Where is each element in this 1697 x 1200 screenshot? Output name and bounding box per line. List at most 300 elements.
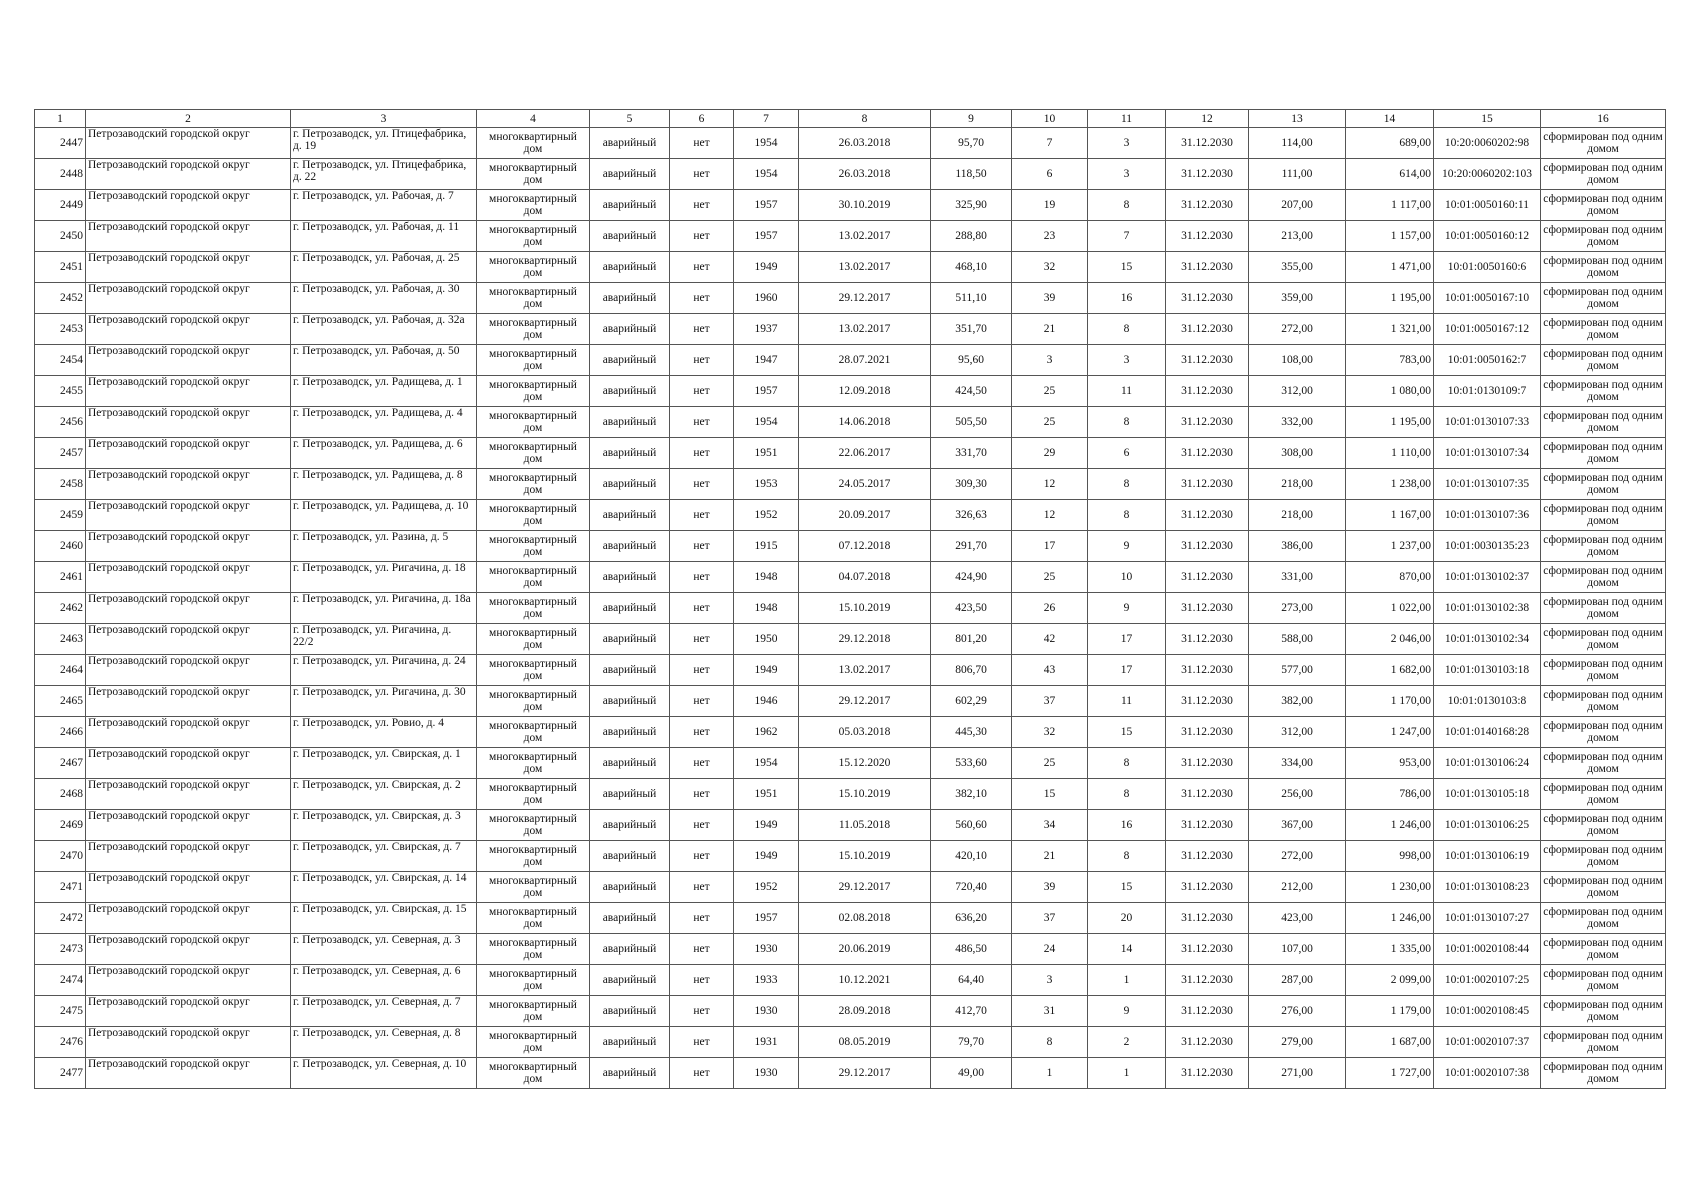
cell-recognition-date: 07.12.2018 bbox=[799, 531, 931, 562]
cell-condition: аварийный bbox=[590, 314, 670, 345]
cell-condition: аварийный bbox=[590, 376, 670, 407]
cell-building-type: многоквартирный дом bbox=[477, 934, 590, 965]
cell-value-b: 1 246,00 bbox=[1346, 810, 1434, 841]
cell-residents-count: 25 bbox=[1012, 407, 1088, 438]
cell-municipality: Петрозаводский городской округ bbox=[86, 717, 291, 748]
cell-residents-count: 25 bbox=[1012, 562, 1088, 593]
cell-relocation-deadline: 31.12.2030 bbox=[1166, 841, 1249, 872]
cell-year-built: 1951 bbox=[734, 438, 799, 469]
cell-value-b: 1 179,00 bbox=[1346, 996, 1434, 1027]
cell-year-built: 1949 bbox=[734, 655, 799, 686]
cell-relocation-deadline: 31.12.2030 bbox=[1166, 438, 1249, 469]
cell-value-a: 213,00 bbox=[1249, 221, 1346, 252]
table-row bbox=[35, 841, 1666, 872]
cell-year-built: 1952 bbox=[734, 872, 799, 903]
cell-residents-count: 25 bbox=[1012, 748, 1088, 779]
cell-value-b: 786,00 bbox=[1346, 779, 1434, 810]
cell-area: 382,10 bbox=[931, 779, 1012, 810]
cell-condition: аварийный bbox=[590, 345, 670, 376]
cell-land-plot-note: сформирован под одним домом bbox=[1541, 469, 1666, 500]
cell-building-type: многоквартирный дом bbox=[477, 779, 590, 810]
cell-area: 486,50 bbox=[931, 934, 1012, 965]
cell-apartments-count: 10 bbox=[1088, 562, 1166, 593]
cell-cadastral-number: 10:01:0050160:11 bbox=[1434, 190, 1541, 221]
cell-value-a: 207,00 bbox=[1249, 190, 1346, 221]
cell-value-a: 308,00 bbox=[1249, 438, 1346, 469]
cell-land-plot-note: сформирован под одним домом bbox=[1541, 252, 1666, 283]
table-row bbox=[35, 686, 1666, 717]
cell-value-b: 1 471,00 bbox=[1346, 252, 1434, 283]
cell-value-b: 1 247,00 bbox=[1346, 717, 1434, 748]
cell-apartments-count: 1 bbox=[1088, 965, 1166, 996]
cell-value-b: 953,00 bbox=[1346, 748, 1434, 779]
cell-value-a: 271,00 bbox=[1249, 1058, 1346, 1089]
cell-year-built: 1949 bbox=[734, 841, 799, 872]
cell-cadastral-number: 10:01:0130106:24 bbox=[1434, 748, 1541, 779]
cell-year-built: 1960 bbox=[734, 283, 799, 314]
cell-area: 325,90 bbox=[931, 190, 1012, 221]
cell-address: г. Петрозаводск, ул. Ровио, д. 4 bbox=[291, 717, 477, 748]
cell-apartments-count: 16 bbox=[1088, 810, 1166, 841]
cell-address: г. Петрозаводск, ул. Птицефабрика, д. 19 bbox=[291, 128, 477, 159]
cell-recognition-date: 26.03.2018 bbox=[799, 128, 931, 159]
cell-condition: аварийный bbox=[590, 407, 670, 438]
cell-value-b: 689,00 bbox=[1346, 128, 1434, 159]
cell-relocation-deadline: 31.12.2030 bbox=[1166, 128, 1249, 159]
column-header-2: 2 bbox=[86, 110, 291, 128]
cell-status-flag: нет bbox=[670, 810, 734, 841]
cell-year-built: 1957 bbox=[734, 903, 799, 934]
cell-row-number: 2470 bbox=[35, 841, 86, 872]
cell-area: 423,50 bbox=[931, 593, 1012, 624]
cell-value-a: 218,00 bbox=[1249, 500, 1346, 531]
cell-year-built: 1930 bbox=[734, 1058, 799, 1089]
cell-building-type: многоквартирный дом bbox=[477, 314, 590, 345]
cell-recognition-date: 12.09.2018 bbox=[799, 376, 931, 407]
cell-row-number: 2455 bbox=[35, 376, 86, 407]
cell-building-type: многоквартирный дом bbox=[477, 1027, 590, 1058]
cell-cadastral-number: 10:01:0130103:8 bbox=[1434, 686, 1541, 717]
cell-building-type: многоквартирный дом bbox=[477, 221, 590, 252]
cell-building-type: многоквартирный дом bbox=[477, 593, 590, 624]
cell-value-b: 1 170,00 bbox=[1346, 686, 1434, 717]
column-header-4: 4 bbox=[477, 110, 590, 128]
cell-residents-count: 21 bbox=[1012, 841, 1088, 872]
cell-value-b: 1 321,00 bbox=[1346, 314, 1434, 345]
cell-cadastral-number: 10:01:0130103:18 bbox=[1434, 655, 1541, 686]
cell-year-built: 1947 bbox=[734, 345, 799, 376]
cell-cadastral-number: 10:01:0130107:36 bbox=[1434, 500, 1541, 531]
cell-municipality: Петрозаводский городской округ bbox=[86, 128, 291, 159]
column-header-3: 3 bbox=[291, 110, 477, 128]
cell-condition: аварийный bbox=[590, 438, 670, 469]
cell-land-plot-note: сформирован под одним домом bbox=[1541, 748, 1666, 779]
cell-relocation-deadline: 31.12.2030 bbox=[1166, 748, 1249, 779]
cell-relocation-deadline: 31.12.2030 bbox=[1166, 1058, 1249, 1089]
cell-apartments-count: 1 bbox=[1088, 1058, 1166, 1089]
cell-condition: аварийный bbox=[590, 562, 670, 593]
cell-building-type: многоквартирный дом bbox=[477, 965, 590, 996]
cell-municipality: Петрозаводский городской округ bbox=[86, 283, 291, 314]
cell-apartments-count: 11 bbox=[1088, 686, 1166, 717]
column-header-11: 11 bbox=[1088, 110, 1166, 128]
cell-value-a: 423,00 bbox=[1249, 903, 1346, 934]
cell-status-flag: нет bbox=[670, 624, 734, 655]
cell-condition: аварийный bbox=[590, 469, 670, 500]
cell-cadastral-number: 10:01:0020108:45 bbox=[1434, 996, 1541, 1027]
cell-condition: аварийный bbox=[590, 748, 670, 779]
cell-value-b: 1 110,00 bbox=[1346, 438, 1434, 469]
cell-row-number: 2468 bbox=[35, 779, 86, 810]
cell-area: 331,70 bbox=[931, 438, 1012, 469]
cell-status-flag: нет bbox=[670, 1058, 734, 1089]
cell-value-a: 331,00 bbox=[1249, 562, 1346, 593]
cell-municipality: Петрозаводский городской округ bbox=[86, 1027, 291, 1058]
table-row bbox=[35, 872, 1666, 903]
cell-building-type: многоквартирный дом bbox=[477, 531, 590, 562]
cell-year-built: 1915 bbox=[734, 531, 799, 562]
cell-residents-count: 39 bbox=[1012, 283, 1088, 314]
cell-value-a: 272,00 bbox=[1249, 314, 1346, 345]
table-row bbox=[35, 655, 1666, 686]
cell-recognition-date: 29.12.2018 bbox=[799, 624, 931, 655]
cell-address: г. Петрозаводск, ул. Ригачина, д. 18 bbox=[291, 562, 477, 593]
cell-residents-count: 42 bbox=[1012, 624, 1088, 655]
cell-cadastral-number: 10:01:0050167:12 bbox=[1434, 314, 1541, 345]
cell-building-type: многоквартирный дом bbox=[477, 1058, 590, 1089]
cell-value-b: 998,00 bbox=[1346, 841, 1434, 872]
cell-relocation-deadline: 31.12.2030 bbox=[1166, 252, 1249, 283]
cell-address: г. Петрозаводск, ул. Северная, д. 7 bbox=[291, 996, 477, 1027]
cell-row-number: 2465 bbox=[35, 686, 86, 717]
cell-apartments-count: 3 bbox=[1088, 128, 1166, 159]
cell-municipality: Петрозаводский городской округ bbox=[86, 531, 291, 562]
cell-building-type: многоквартирный дом bbox=[477, 252, 590, 283]
cell-area: 95,60 bbox=[931, 345, 1012, 376]
table-row bbox=[35, 810, 1666, 841]
cell-status-flag: нет bbox=[670, 190, 734, 221]
cell-address: г. Петрозаводск, ул. Северная, д. 3 bbox=[291, 934, 477, 965]
cell-value-b: 1 246,00 bbox=[1346, 903, 1434, 934]
cell-residents-count: 29 bbox=[1012, 438, 1088, 469]
cell-cadastral-number: 10:01:0130108:23 bbox=[1434, 872, 1541, 903]
cell-relocation-deadline: 31.12.2030 bbox=[1166, 531, 1249, 562]
cell-address: г. Петрозаводск, ул. Птицефабрика, д. 22 bbox=[291, 159, 477, 190]
cell-relocation-deadline: 31.12.2030 bbox=[1166, 1027, 1249, 1058]
cell-condition: аварийный bbox=[590, 283, 670, 314]
cell-recognition-date: 15.10.2019 bbox=[799, 593, 931, 624]
cell-address: г. Петрозаводск, ул. Свирская, д. 1 bbox=[291, 748, 477, 779]
cell-apartments-count: 8 bbox=[1088, 500, 1166, 531]
cell-building-type: многоквартирный дом bbox=[477, 438, 590, 469]
table-row bbox=[35, 996, 1666, 1027]
table-row bbox=[35, 1058, 1666, 1089]
cell-municipality: Петрозаводский городской округ bbox=[86, 934, 291, 965]
cell-apartments-count: 9 bbox=[1088, 593, 1166, 624]
cell-relocation-deadline: 31.12.2030 bbox=[1166, 779, 1249, 810]
cell-apartments-count: 8 bbox=[1088, 841, 1166, 872]
cell-value-a: 367,00 bbox=[1249, 810, 1346, 841]
cell-cadastral-number: 10:01:0130107:35 bbox=[1434, 469, 1541, 500]
cell-apartments-count: 9 bbox=[1088, 531, 1166, 562]
cell-condition: аварийный bbox=[590, 717, 670, 748]
cell-relocation-deadline: 31.12.2030 bbox=[1166, 314, 1249, 345]
cell-value-b: 1 195,00 bbox=[1346, 283, 1434, 314]
column-header-1: 1 bbox=[35, 110, 86, 128]
cell-municipality: Петрозаводский городской округ bbox=[86, 779, 291, 810]
cell-apartments-count: 8 bbox=[1088, 407, 1166, 438]
cell-status-flag: нет bbox=[670, 779, 734, 810]
cell-cadastral-number: 10:20:0060202:98 bbox=[1434, 128, 1541, 159]
cell-year-built: 1930 bbox=[734, 934, 799, 965]
cell-recognition-date: 28.07.2021 bbox=[799, 345, 931, 376]
cell-recognition-date: 29.12.2017 bbox=[799, 686, 931, 717]
cell-address: г. Петрозаводск, ул. Свирская, д. 3 bbox=[291, 810, 477, 841]
cell-relocation-deadline: 31.12.2030 bbox=[1166, 624, 1249, 655]
cell-condition: аварийный bbox=[590, 686, 670, 717]
cell-residents-count: 3 bbox=[1012, 965, 1088, 996]
cell-area: 720,40 bbox=[931, 872, 1012, 903]
cell-row-number: 2447 bbox=[35, 128, 86, 159]
cell-residents-count: 23 bbox=[1012, 221, 1088, 252]
cell-row-number: 2473 bbox=[35, 934, 86, 965]
cell-building-type: многоквартирный дом bbox=[477, 283, 590, 314]
cell-area: 420,10 bbox=[931, 841, 1012, 872]
cell-address: г. Петрозаводск, ул. Ригачина, д. 22/2 bbox=[291, 624, 477, 655]
cell-residents-count: 32 bbox=[1012, 252, 1088, 283]
table-body bbox=[35, 110, 1666, 1089]
cell-area: 806,70 bbox=[931, 655, 1012, 686]
cell-apartments-count: 8 bbox=[1088, 469, 1166, 500]
cell-area: 424,90 bbox=[931, 562, 1012, 593]
cell-land-plot-note: сформирован под одним домом bbox=[1541, 531, 1666, 562]
table-row bbox=[35, 190, 1666, 221]
cell-municipality: Петрозаводский городской округ bbox=[86, 872, 291, 903]
cell-building-type: многоквартирный дом bbox=[477, 128, 590, 159]
table-row bbox=[35, 903, 1666, 934]
cell-residents-count: 26 bbox=[1012, 593, 1088, 624]
table-row bbox=[35, 593, 1666, 624]
cell-row-number: 2469 bbox=[35, 810, 86, 841]
cell-status-flag: нет bbox=[670, 872, 734, 903]
cell-apartments-count: 7 bbox=[1088, 221, 1166, 252]
cell-residents-count: 8 bbox=[1012, 1027, 1088, 1058]
cell-value-a: 359,00 bbox=[1249, 283, 1346, 314]
cell-address: г. Петрозаводск, ул. Рабочая, д. 50 bbox=[291, 345, 477, 376]
cell-recognition-date: 24.05.2017 bbox=[799, 469, 931, 500]
cell-year-built: 1954 bbox=[734, 128, 799, 159]
cell-residents-count: 37 bbox=[1012, 903, 1088, 934]
cell-year-built: 1957 bbox=[734, 221, 799, 252]
cell-address: г. Петрозаводск, ул. Северная, д. 6 bbox=[291, 965, 477, 996]
cell-condition: аварийный bbox=[590, 872, 670, 903]
cell-apartments-count: 15 bbox=[1088, 717, 1166, 748]
cell-relocation-deadline: 31.12.2030 bbox=[1166, 686, 1249, 717]
cell-area: 64,40 bbox=[931, 965, 1012, 996]
cell-address: г. Петрозаводск, ул. Рабочая, д. 32а bbox=[291, 314, 477, 345]
cell-residents-count: 12 bbox=[1012, 469, 1088, 500]
cell-area: 511,10 bbox=[931, 283, 1012, 314]
cell-recognition-date: 28.09.2018 bbox=[799, 996, 931, 1027]
cell-recognition-date: 13.02.2017 bbox=[799, 252, 931, 283]
cell-condition: аварийный bbox=[590, 934, 670, 965]
cell-building-type: многоквартирный дом bbox=[477, 717, 590, 748]
cell-apartments-count: 14 bbox=[1088, 934, 1166, 965]
cell-year-built: 1954 bbox=[734, 407, 799, 438]
cell-value-a: 312,00 bbox=[1249, 376, 1346, 407]
cell-municipality: Петрозаводский городской округ bbox=[86, 500, 291, 531]
cell-condition: аварийный bbox=[590, 779, 670, 810]
cell-building-type: многоквартирный дом bbox=[477, 748, 590, 779]
cell-area: 118,50 bbox=[931, 159, 1012, 190]
cell-status-flag: нет bbox=[670, 903, 734, 934]
cell-municipality: Петрозаводский городской округ bbox=[86, 562, 291, 593]
cell-recognition-date: 29.12.2017 bbox=[799, 1058, 931, 1089]
cell-cadastral-number: 10:01:0130107:34 bbox=[1434, 438, 1541, 469]
cell-land-plot-note: сформирован под одним домом bbox=[1541, 407, 1666, 438]
cell-land-plot-note: сформирован под одним домом bbox=[1541, 655, 1666, 686]
cell-cadastral-number: 10:01:0020108:44 bbox=[1434, 934, 1541, 965]
cell-apartments-count: 16 bbox=[1088, 283, 1166, 314]
cell-value-b: 2 046,00 bbox=[1346, 624, 1434, 655]
cell-address: г. Петрозаводск, ул. Ригачина, д. 18а bbox=[291, 593, 477, 624]
table-row bbox=[35, 407, 1666, 438]
cell-building-type: многоквартирный дом bbox=[477, 686, 590, 717]
cell-recognition-date: 11.05.2018 bbox=[799, 810, 931, 841]
cell-municipality: Петрозаводский городской округ bbox=[86, 314, 291, 345]
cell-relocation-deadline: 31.12.2030 bbox=[1166, 469, 1249, 500]
cell-recognition-date: 04.07.2018 bbox=[799, 562, 931, 593]
cell-value-b: 1 682,00 bbox=[1346, 655, 1434, 686]
cell-municipality: Петрозаводский городской округ bbox=[86, 903, 291, 934]
cell-cadastral-number: 10:01:0140168:28 bbox=[1434, 717, 1541, 748]
cell-relocation-deadline: 31.12.2030 bbox=[1166, 965, 1249, 996]
cell-area: 424,50 bbox=[931, 376, 1012, 407]
cell-row-number: 2477 bbox=[35, 1058, 86, 1089]
cell-apartments-count: 8 bbox=[1088, 190, 1166, 221]
table-row bbox=[35, 934, 1666, 965]
cell-land-plot-note: сформирован под одним домом bbox=[1541, 128, 1666, 159]
cell-residents-count: 17 bbox=[1012, 531, 1088, 562]
cell-status-flag: нет bbox=[670, 128, 734, 159]
cell-relocation-deadline: 31.12.2030 bbox=[1166, 810, 1249, 841]
column-header-14: 14 bbox=[1346, 110, 1434, 128]
cell-relocation-deadline: 31.12.2030 bbox=[1166, 283, 1249, 314]
cell-year-built: 1930 bbox=[734, 996, 799, 1027]
cell-area: 291,70 bbox=[931, 531, 1012, 562]
cell-row-number: 2452 bbox=[35, 283, 86, 314]
cell-year-built: 1931 bbox=[734, 1027, 799, 1058]
cell-recognition-date: 20.09.2017 bbox=[799, 500, 931, 531]
cell-status-flag: нет bbox=[670, 252, 734, 283]
cell-municipality: Петрозаводский городской округ bbox=[86, 624, 291, 655]
cell-row-number: 2463 bbox=[35, 624, 86, 655]
cell-status-flag: нет bbox=[670, 283, 734, 314]
cell-area: 636,20 bbox=[931, 903, 1012, 934]
cell-land-plot-note: сформирован под одним домом bbox=[1541, 562, 1666, 593]
cell-land-plot-note: сформирован под одним домом bbox=[1541, 376, 1666, 407]
cell-municipality: Петрозаводский городской округ bbox=[86, 841, 291, 872]
cell-building-type: многоквартирный дом bbox=[477, 376, 590, 407]
cell-address: г. Петрозаводск, ул. Ригачина, д. 24 bbox=[291, 655, 477, 686]
cell-status-flag: нет bbox=[670, 376, 734, 407]
cell-value-a: 332,00 bbox=[1249, 407, 1346, 438]
cell-condition: аварийный bbox=[590, 903, 670, 934]
cell-municipality: Петрозаводский городской округ bbox=[86, 748, 291, 779]
cell-municipality: Петрозаводский городской округ bbox=[86, 469, 291, 500]
cell-municipality: Петрозаводский городской округ bbox=[86, 996, 291, 1027]
cell-value-b: 1 117,00 bbox=[1346, 190, 1434, 221]
cell-cadastral-number: 10:01:0130106:19 bbox=[1434, 841, 1541, 872]
cell-year-built: 1951 bbox=[734, 779, 799, 810]
cell-recognition-date: 13.02.2017 bbox=[799, 314, 931, 345]
cell-status-flag: нет bbox=[670, 686, 734, 717]
cell-land-plot-note: сформирован под одним домом bbox=[1541, 593, 1666, 624]
cell-condition: аварийный bbox=[590, 1027, 670, 1058]
cell-land-plot-note: сформирован под одним домом bbox=[1541, 190, 1666, 221]
table-row bbox=[35, 965, 1666, 996]
cell-area: 445,30 bbox=[931, 717, 1012, 748]
table-row bbox=[35, 469, 1666, 500]
cell-address: г. Петрозаводск, ул. Разина, д. 5 bbox=[291, 531, 477, 562]
cell-address: г. Петрозаводск, ул. Радищева, д. 6 bbox=[291, 438, 477, 469]
cell-row-number: 2451 bbox=[35, 252, 86, 283]
cell-condition: аварийный bbox=[590, 252, 670, 283]
cell-municipality: Петрозаводский городской округ bbox=[86, 686, 291, 717]
cell-row-number: 2464 bbox=[35, 655, 86, 686]
cell-status-flag: нет bbox=[670, 159, 734, 190]
cell-relocation-deadline: 31.12.2030 bbox=[1166, 717, 1249, 748]
cell-relocation-deadline: 31.12.2030 bbox=[1166, 500, 1249, 531]
cell-value-a: 355,00 bbox=[1249, 252, 1346, 283]
cell-land-plot-note: сформирован под одним домом bbox=[1541, 624, 1666, 655]
table-row bbox=[35, 562, 1666, 593]
cell-cadastral-number: 10:01:0050167:10 bbox=[1434, 283, 1541, 314]
cell-address: г. Петрозаводск, ул. Свирская, д. 7 bbox=[291, 841, 477, 872]
cell-row-number: 2450 bbox=[35, 221, 86, 252]
cell-condition: аварийный bbox=[590, 159, 670, 190]
cell-condition: аварийный bbox=[590, 128, 670, 159]
cell-condition: аварийный bbox=[590, 500, 670, 531]
cell-recognition-date: 22.06.2017 bbox=[799, 438, 931, 469]
cell-address: г. Петрозаводск, ул. Радищева, д. 1 bbox=[291, 376, 477, 407]
cell-municipality: Петрозаводский городской округ bbox=[86, 190, 291, 221]
cell-condition: аварийный bbox=[590, 593, 670, 624]
cell-condition: аварийный bbox=[590, 1058, 670, 1089]
table-row bbox=[35, 1027, 1666, 1058]
cell-value-b: 1 237,00 bbox=[1346, 531, 1434, 562]
cell-building-type: многоквартирный дом bbox=[477, 810, 590, 841]
cell-area: 288,80 bbox=[931, 221, 1012, 252]
cell-address: г. Петрозаводск, ул. Свирская, д. 15 bbox=[291, 903, 477, 934]
cell-residents-count: 37 bbox=[1012, 686, 1088, 717]
cell-row-number: 2460 bbox=[35, 531, 86, 562]
cell-apartments-count: 6 bbox=[1088, 438, 1166, 469]
cell-apartments-count: 11 bbox=[1088, 376, 1166, 407]
table-row bbox=[35, 252, 1666, 283]
cell-recognition-date: 13.02.2017 bbox=[799, 655, 931, 686]
cell-building-type: многоквартирный дом bbox=[477, 655, 590, 686]
cell-municipality: Петрозаводский городской округ bbox=[86, 593, 291, 624]
cell-land-plot-note: сформирован под одним домом bbox=[1541, 779, 1666, 810]
cell-year-built: 1946 bbox=[734, 686, 799, 717]
cell-address: г. Петрозаводск, ул. Свирская, д. 14 bbox=[291, 872, 477, 903]
cell-apartments-count: 8 bbox=[1088, 779, 1166, 810]
column-header-8: 8 bbox=[799, 110, 931, 128]
cell-status-flag: нет bbox=[670, 934, 734, 965]
cell-land-plot-note: сформирован под одним домом bbox=[1541, 1058, 1666, 1089]
cell-apartments-count: 9 bbox=[1088, 996, 1166, 1027]
